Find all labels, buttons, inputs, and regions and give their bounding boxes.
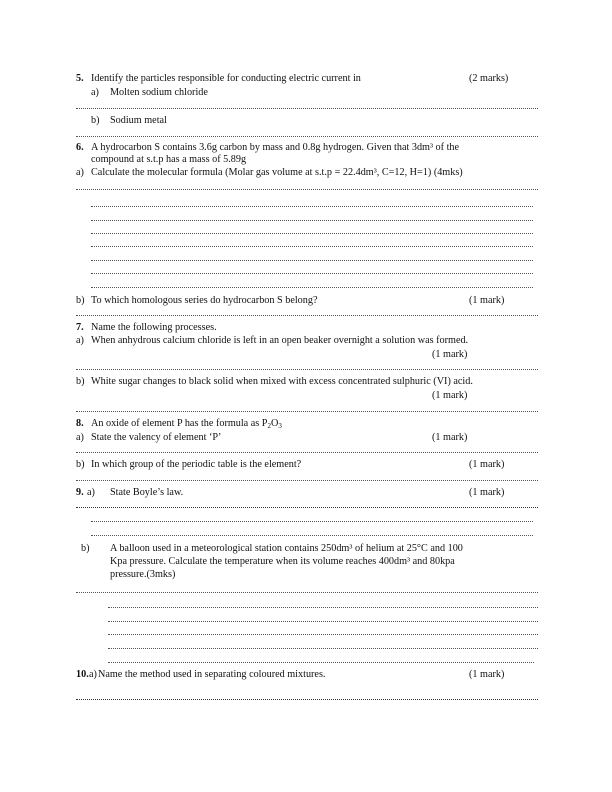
q9b-answer-line-5[interactable]	[108, 648, 538, 649]
q8b-label: b)	[76, 459, 85, 470]
q8-number: 8.	[76, 418, 84, 429]
q7a-text: When anhydrous calcium chloride is left in an open beaker overnight a solution was formed.	[91, 335, 469, 346]
q9b-line1: A balloon used in a meteorological station contains 250dm³ of helium at 25°C and 100	[110, 543, 463, 554]
q9b-answer-line-3[interactable]	[108, 621, 538, 622]
q7b-answer-line[interactable]	[76, 411, 538, 412]
q6b-answer-line[interactable]	[76, 315, 538, 316]
q6b-text: To which homologous series do hydrocarbon S belong?	[91, 295, 318, 306]
q10-answer-line[interactable]	[76, 699, 538, 700]
q6a-answer-line-7[interactable]	[91, 273, 533, 274]
q9a-label: a)	[87, 487, 95, 498]
q8b-marks: (1 mark)	[469, 459, 505, 470]
q6-line1: A hydrocarbon S contains 3.6g carbon by mass and 0.8g hydrogen. Given that 3dm³ of the	[91, 142, 460, 153]
q6a-answer-line-6[interactable]	[91, 260, 533, 261]
q6a-answer-line-1[interactable]	[76, 189, 538, 190]
q10a-label: a)	[89, 669, 97, 680]
q7a-marks: (1 mark)	[432, 349, 468, 360]
q5b-label: b)	[91, 115, 100, 126]
q7b-text: White sugar changes to black solid when mixed with excess concentrated sulphuric (VI) acid.	[91, 376, 473, 387]
q6a-label: a)	[76, 167, 84, 178]
q6a-answer-line-2[interactable]	[91, 206, 533, 207]
q8b-text: In which group of the periodic table is the element?	[91, 459, 302, 470]
q9a-answer-line-1[interactable]	[76, 507, 538, 508]
q9b-label: b)	[81, 543, 90, 554]
q5a-label: a)	[91, 87, 99, 98]
q7a-answer-line[interactable]	[76, 369, 538, 370]
q8a-label: a)	[76, 432, 84, 443]
q9-number: 9.	[76, 487, 84, 498]
q10a-text: Name the method used in separating coloured mixtures.	[98, 669, 326, 680]
q7b-label: b)	[76, 376, 85, 387]
q5b-answer-line[interactable]	[76, 136, 538, 137]
q7-text: Name the following processes.	[91, 322, 217, 333]
q8-text: An oxide of element P has the formula as $P_2O_3$	[91, 418, 282, 430]
q6b-marks: (1 mark)	[469, 295, 505, 306]
q8a-answer-line[interactable]	[76, 452, 538, 453]
q9a-answer-line-2[interactable]	[91, 521, 533, 522]
q6-number: 6.	[76, 142, 84, 153]
q6a-answer-line-5[interactable]	[91, 246, 533, 247]
q9b-answer-line-4[interactable]	[108, 634, 538, 635]
q8a-text: State the valency of element ‘P’	[91, 432, 222, 443]
q9a-answer-line-3[interactable]	[91, 535, 533, 536]
q6a-answer-line-4[interactable]	[91, 233, 533, 234]
q9a-text: State Boyle’s law.	[110, 487, 184, 498]
q6a-answer-line-3[interactable]	[91, 220, 533, 221]
q9b-line3: pressure.(3mks)	[110, 569, 176, 580]
q9b-answer-line-6[interactable]	[108, 662, 534, 663]
q7-number: 7.	[76, 322, 84, 333]
q5a-text: Molten sodium chloride	[110, 87, 208, 98]
q8a-marks: (1 mark)	[432, 432, 468, 443]
q5-marks: (2 marks)	[469, 73, 509, 84]
q8b-answer-line[interactable]	[76, 480, 538, 481]
q9b-line2: Kpa pressure. Calculate the temperature when its volume reaches 400dm³ and 80kpa	[110, 556, 455, 567]
q9b-answer-line-1[interactable]	[76, 592, 538, 593]
q6a-text: Calculate the molecular formula (Molar gas volume at s.t.p = 22.4dm³, C=12, H=1) (4mks)	[91, 167, 463, 178]
q6-line2: compound at s.t.p has a mass of 5.89g	[91, 154, 247, 165]
q10-marks: (1 mark)	[469, 669, 505, 680]
q9a-marks: (1 mark)	[469, 487, 505, 498]
q10-number: 10.	[76, 669, 89, 680]
q7a-label: a)	[76, 335, 84, 346]
q9b-answer-line-2[interactable]	[108, 607, 538, 608]
q6b-label: b)	[76, 295, 85, 306]
q5-text: Identify the particles responsible for conducting electric current in	[91, 73, 361, 84]
q7b-marks: (1 mark)	[432, 390, 468, 401]
q5a-answer-line[interactable]	[76, 108, 538, 109]
q6a-answer-line-8[interactable]	[91, 287, 533, 288]
q5-number: 5.	[76, 73, 84, 84]
q5b-text: Sodium metal	[110, 115, 167, 126]
